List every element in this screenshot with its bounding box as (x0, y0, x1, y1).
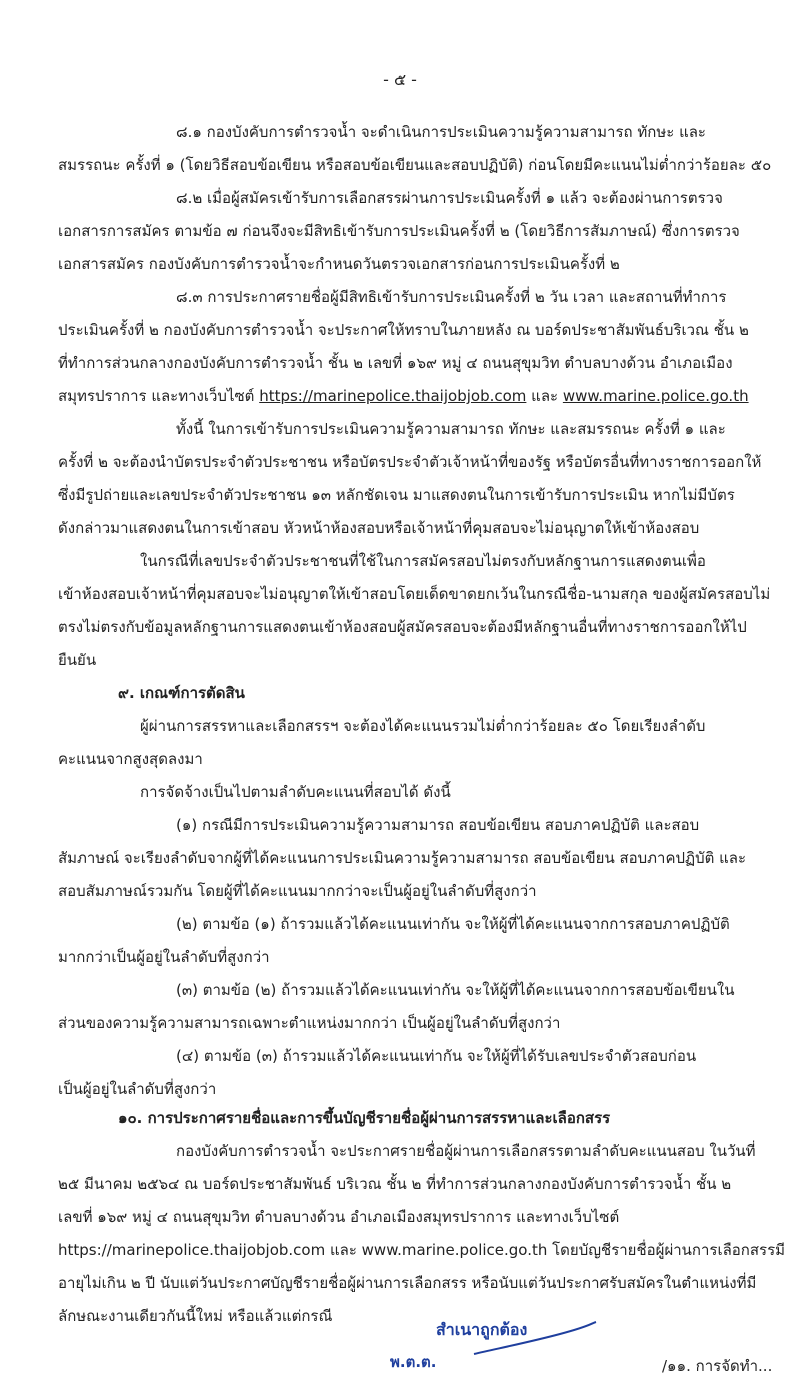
text-line-mismatch-d: ยืนยัน (58, 651, 97, 669)
text-line-id-c: ซึ่งมีรูปถ่ายและเลขประจำตัวประชาชน ๑๓ หลักชัดเจน มาแสดงตนในการเข้ารับการประเมิน หากไม่มีบัตร (58, 486, 735, 504)
text-line-9-1-c: สอบสัมภาษณ์รวมกัน โดยผู้ที่ได้คะแนนมากกว่าจะเป็นผู้อยู่ในลำดับที่สูงกว่า (58, 882, 537, 900)
text-line-8-3-c: ที่ทำการส่วนกลางกองบังคับการตำรวจน้ำ ชั้น ๒ เลขที่ ๑๖๙ หมู่ ๔ ถนนสุขุมวิท ตำบลบางด้วน อำเภอเมือง (58, 354, 733, 372)
conjunction-and: และ (531, 387, 559, 405)
text-line-8-3-a: ๘.๓ การประกาศรายชื่อผู้มีสิทธิเข้ารับการประเมินครั้งที่ ๒ วัน เวลา และสถานที่ทำการ (176, 288, 727, 306)
text-line-8-1-b: สมรรถนะ ครั้งที่ ๑ (โดยวิธีสอบข้อเขียน หรือสอบข้อเขียนและสอบปฏิบัติ) ก่อนโดยมีคะแนนไม่ต่ำกว่าร้อยละ ๕๐ (58, 156, 772, 174)
text-line-id-a: ทั้งนี้ ในการเข้ารับการประเมินความรู้ความสามารถ ทักษะ และสมรรถนะ ครั้งที่ ๑ และ (176, 420, 726, 438)
text-line-9-3-a: (๓) ตามข้อ (๒) ถ้ารวมแล้วได้คะแนนเท่ากัน จะให้ผู้ที่ได้คะแนนจากการสอบข้อเขียนใน (176, 981, 735, 999)
text-line-10-f: ลักษณะงานเดียวกันนี้ใหม่ หรือแล้วแต่กรณี (58, 1307, 333, 1325)
text-line-9-1-a: (๑) กรณีมีการประเมินความรู้ความสามารถ สอบข้อเขียน สอบภาคปฏิบัติ และสอบ (176, 816, 700, 834)
text-line-8-2-c: เอกสารสมัคร กองบังคับการตำรวจน้ำจะกำหนดวันตรวจเอกสารก่อนการประเมินครั้งที่ ๒ (58, 255, 620, 273)
text-line-9-a: ผู้ผ่านการสรรหาและเลือกสรรฯ จะต้องได้คะแนนรวมไม่ต่ำกว่าร้อยละ ๕๐ โดยเรียงลำดับ (140, 717, 706, 735)
text-line-9-b: คะแนนจากสูงสุดลงมา (58, 750, 203, 768)
text-line-9-c: การจัดจ้างเป็นไปตามลำดับคะแนนที่สอบได้ ดังนี้ (140, 783, 451, 801)
website-link-marine-police[interactable]: www.marine.police.go.th (562, 387, 749, 405)
rank-label: พ.ต.ต. (390, 1353, 437, 1371)
text-line-9-2-b: มากกว่าเป็นผู้อยู่ในลำดับที่สูงกว่า (58, 948, 270, 966)
text-line-mismatch-a: ในกรณีที่เลขประจำตัวประชาชนที่ใช้ในการสมัครสอบไม่ตรงกับหลักฐานการแสดงตนเพื่อ (140, 552, 706, 570)
text-line-8-3-d-label: สมุทรปราการ และทางเว็บไซต์ (58, 387, 255, 405)
text-line-mismatch-b: เข้าห้องสอบเจ้าหน้าที่คุมสอบจะไม่อนุญาตให้เข้าสอบโดยเด็ดขาดยกเว้นในกรณีชื่อ-นามสกุล ของผู้สมัครสอบไม่ (58, 585, 771, 603)
text-line-9-1-b: สัมภาษณ์ จะเรียงลำดับจากผู้ที่ได้คะแนนการประเมินความรู้ความสามารถ สอบข้อเขียน สอบภาคปฏิบัติ และ (58, 849, 747, 867)
text-line-8-2-a: ๘.๒ เมื่อผู้สมัครเข้ารับการเลือกสรรผ่านการประเมินครั้งที่ ๑ แล้ว จะต้องผ่านการตรวจ (176, 189, 723, 207)
text-line-8-3-d (58, 386, 749, 406)
text-line-10-e: อายุไม่เกิน ๒ ปี นับแต่วันประกาศบัญชีรายชื่อผู้ผ่านการเลือกสรร หรือนับแต่วันประกาศรับสมัครในตำแหน่งที่มี (58, 1274, 757, 1292)
page-number: - ๕ - (383, 70, 417, 89)
text-line-10-c: เลขที่ ๑๖๙ หมู่ ๔ ถนนสุขุมวิท ตำบลบางด้วน อำเภอเมืองสมุทรปราการ และทางเว็บไซต์ (58, 1208, 620, 1226)
text-line-10-d: https://marinepolice.thaijobjob.com และ www.marine.police.go.th โดยบัญชีรายชื่อผู้ผ่านการเลือกสรรมี (58, 1241, 786, 1259)
section-heading-9: ๙. เกณฑ์การตัดสิน (118, 684, 245, 702)
text-line-mismatch-c: ตรงไม่ตรงกับข้อมูลหลักฐานการแสดงตนเข้าห้องสอบผู้สมัครสอบจะต้องมีหลักฐานอื่นที่ทางราชการออกให้ไป (58, 618, 747, 636)
text-line-8-1-a: ๘.๑ กองบังคับการตำรวจน้ำ จะดำเนินการประเมินความรู้ความสามารถ ทักษะ และ (176, 123, 706, 141)
text-line-9-4-b: เป็นผู้อยู่ในลำดับที่สูงกว่า (58, 1080, 217, 1098)
text-line-id-d: ดังกล่าวมาแสดงตนในการเข้าสอบ หัวหน้าห้องสอบหรือเจ้าหน้าที่คุมสอบจะไม่อนุญาตให้เข้าห้องสอบ (58, 519, 700, 537)
text-line-8-3-b: ประเมินครั้งที่ ๒ กองบังคับการตำรวจน้ำ จะประกาศให้ทราบในภายหลัง ณ บอร์ดประชาสัมพันธ์บริเวณ ชั้น ๒ (58, 321, 749, 339)
text-line-10-a: กองบังคับการตำรวจน้ำ จะประกาศรายชื่อผู้ผ่านการเลือกสรรตามลำดับคะแนนสอบ ในวันที่ (176, 1142, 756, 1160)
signature-scribble (470, 1320, 600, 1360)
text-line-id-b: ครั้งที่ ๒ จะต้องนำบัตรประจำตัวประชาชน หรือบัตรประจำตัวเจ้าหน้าที่ของรัฐ หรือบัตรอื่นที่ทางราชการออกให้ (58, 453, 762, 471)
text-line-9-4-a: (๔) ตามข้อ (๓) ถ้ารวมแล้วได้คะแนนเท่ากัน จะให้ผู้ที่ได้รับเลขประจำตัวสอบก่อน (176, 1047, 697, 1065)
website-link-thaijobjob[interactable]: https://marinepolice.thaijobjob.com (259, 387, 527, 405)
text-line-9-3-b: ส่วนของความรู้ความสามารถเฉพาะตำแหน่งมากกว่า เป็นผู้อยู่ในลำดับที่สูงกว่า (58, 1014, 561, 1032)
continuation-marker: /๑๑. การจัดทำ... (662, 1357, 773, 1375)
signature-stroke (474, 1322, 596, 1354)
text-line-8-2-b: เอกสารการสมัคร ตามข้อ ๗ ก่อนจึงจะมีสิทธิเข้ารับการประเมินครั้งที่ ๒ (โดยวิธีการสัมภาษณ์) ซึ่งการตรวจ (58, 222, 740, 240)
text-line-10-b: ๒๕ มีนาคม ๒๕๖๔ ณ บอร์ดประชาสัมพันธ์ บริเวณ ชั้น ๒ ที่ทำการส่วนกลางกองบังคับการตำรวจน้ำ ชั้น ๒ (58, 1175, 732, 1193)
certify-text: สำเนาถูกต้อง (436, 1320, 528, 1339)
section-heading-10: ๑๐. การประกาศรายชื่อและการขึ้นบัญชีรายชื่อผู้ผ่านการสรรหาและเลือกสรร (118, 1109, 611, 1127)
text-line-9-2-a: (๒) ตามข้อ (๑) ถ้ารวมแล้วได้คะแนนเท่ากัน จะให้ผู้ที่ได้คะแนนจากการสอบภาคปฏิบัติ (176, 915, 730, 933)
